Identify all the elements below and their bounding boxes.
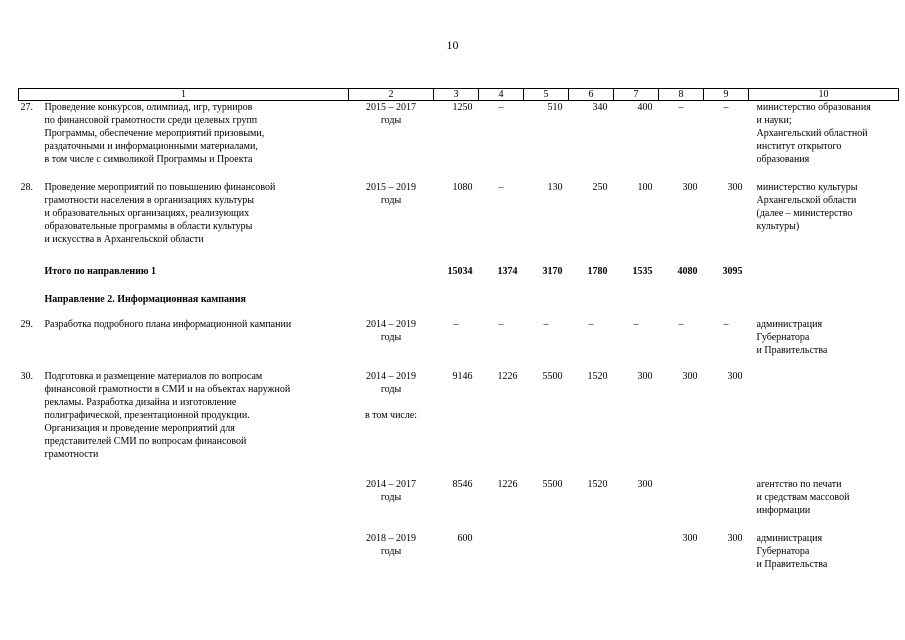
value-col9: 300	[727, 370, 743, 382]
total-col8: 4080	[677, 265, 698, 277]
value-col3: 8546	[452, 478, 473, 490]
value-col4: –	[498, 102, 504, 113]
section-row	[19, 293, 899, 318]
value-col9: 300	[727, 532, 743, 544]
program-table	[18, 88, 899, 582]
row-number: 28.	[20, 181, 33, 193]
value-col4: –	[498, 181, 504, 193]
value-col6: 340	[592, 102, 608, 113]
total-col5: 3170	[542, 265, 563, 277]
activity-name: Проведение мероприятий по повышению финансовой грамотности населения в организациях культуры и образовательных организациях, реализующих образовательные программы в области культуры и искусства в Архангельской области	[44, 181, 276, 245]
value-col7	[614, 532, 659, 582]
executor: министерство образования и науки; Архангельский областной институт открытого образования	[756, 102, 871, 165]
value-col3: 9146	[452, 370, 473, 382]
value-col4	[479, 532, 524, 582]
value-col7: 300	[637, 478, 653, 490]
period-note: в том числе:	[364, 409, 418, 421]
value-col9: –	[723, 318, 729, 330]
value-col8	[659, 478, 704, 532]
executor	[749, 370, 899, 478]
col-header-8: 8	[659, 89, 704, 101]
total-col9: 3095	[722, 265, 743, 277]
activity-name: Проведение конкурсов, олимпиад, игр, турниров по финансовой грамотности среди целевых групп Программы, обеспечение мероприятий призовыми, раздаточными и информационными материалами, в том числе с символикой Программы и Проекта	[44, 102, 265, 165]
col-header-3: 3	[434, 89, 479, 101]
value-col4: –	[498, 318, 504, 330]
value-col6	[569, 532, 614, 582]
activity-name: Подготовка и размещение материалов по вопросам финансовой грамотности в СМИ и на объектах наружной рекламы. Разработка дизайна и изготовление полиграфической, презентационной продукции. Организация и проведение мероприятий для представителей СМИ по вопросам финансовой грамотности	[44, 370, 291, 460]
page-number: 10	[446, 38, 459, 52]
row-number: 29.	[20, 318, 33, 330]
period: 2014 – 2017 годы	[366, 478, 416, 503]
value-col5: 510	[547, 102, 563, 113]
value-col8: –	[678, 102, 684, 113]
period: 2015 – 2017 годы	[366, 102, 416, 126]
sub-row	[19, 478, 899, 532]
value-col8: 300	[682, 370, 698, 382]
value-col7: 100	[637, 181, 653, 193]
executor: агентство по печати и средствам массовой информации	[756, 478, 850, 516]
value-col9: –	[723, 102, 729, 113]
value-col3: 1250	[452, 102, 473, 113]
activity-name: Разработка подробного плана информационной кампании	[44, 318, 292, 330]
col-header-4: 4	[479, 89, 524, 101]
period: 2014 – 2019 годы	[366, 370, 416, 395]
value-col9: 300	[727, 181, 743, 193]
value-col6: 1520	[587, 370, 608, 382]
value-col7: 400	[637, 102, 653, 113]
value-col4: 1226	[497, 370, 518, 382]
col-header-10: 10	[749, 89, 899, 101]
period: 2018 – 2019 годы	[366, 532, 416, 557]
period: 2015 – 2019 годы	[366, 181, 416, 206]
total-col6: 1780	[587, 265, 608, 277]
col-header-7: 7	[614, 89, 659, 101]
total-col3: 15034	[447, 265, 473, 277]
row-number: 27.	[20, 102, 33, 113]
table-row	[19, 370, 899, 478]
value-col8: 300	[682, 181, 698, 193]
total-col7: 1535	[632, 265, 653, 277]
col-header-6: 6	[569, 89, 614, 101]
value-col6: –	[588, 318, 594, 330]
value-col4: 1226	[497, 478, 518, 490]
value-col5	[524, 532, 569, 582]
total-col4: 1374	[497, 265, 518, 277]
col-header-9: 9	[704, 89, 749, 101]
sub-row	[19, 532, 899, 582]
table-row	[19, 101, 899, 181]
period: 2014 – 2019 годы	[366, 318, 416, 343]
value-col7: 300	[637, 370, 653, 382]
value-col5: –	[543, 318, 549, 330]
total-label: Итого по направлению 1	[44, 265, 157, 277]
table-row	[19, 181, 899, 265]
value-col8: 300	[682, 532, 698, 544]
value-col3: 600	[457, 532, 473, 544]
section-title: Направление 2. Информационная кампания	[44, 293, 246, 305]
value-col3: –	[453, 318, 459, 330]
value-col5: 5500	[542, 478, 563, 490]
header-row	[19, 89, 899, 101]
value-col5: 5500	[542, 370, 563, 382]
executor: администрация Губернатора и Правительства	[756, 318, 828, 356]
col-header-2: 2	[349, 89, 434, 101]
executor: министерство культуры Архангельской области (далее – министерство культуры)	[756, 181, 858, 232]
col-header-5: 5	[524, 89, 569, 101]
period-cell	[349, 370, 434, 478]
value-col6: 250	[592, 181, 608, 193]
row-number: 30.	[20, 370, 33, 382]
value-col3: 1080	[452, 181, 473, 193]
value-col6: 1520	[587, 478, 608, 490]
value-col7: –	[633, 318, 639, 330]
value-col8: –	[678, 318, 684, 330]
table-row	[19, 318, 899, 370]
executor: администрация Губернатора и Правительства	[756, 532, 828, 570]
value-col5: 130	[547, 181, 563, 193]
col-header-1: 1	[19, 89, 349, 101]
total-row	[19, 265, 899, 293]
value-col9	[704, 478, 749, 532]
